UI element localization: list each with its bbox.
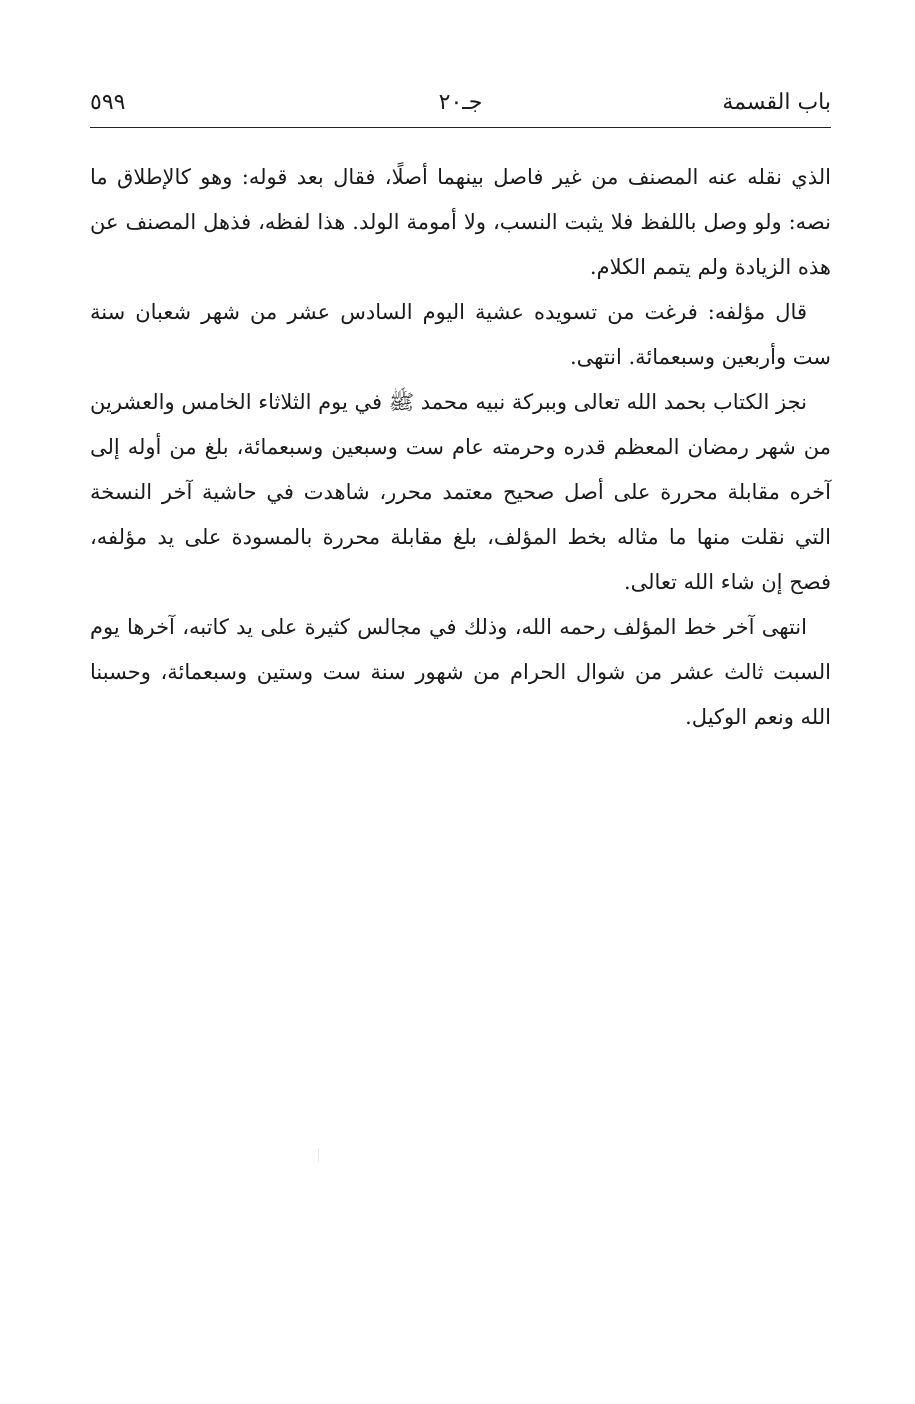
paragraph-continuation: الذي نقله عنه المصنف من غير فاصل بينهما أصلًا، فقال بعد قوله: وهو كالإطلاق ما نصه: ولو وصل باللفظ فلا يثبت النسب، ولا أمومة الولد. هذا لفظه، فذهل المصنف عن هذه الزيادة ولم يتمم الكلام. <box>90 165 831 279</box>
volume-label: جـ٢٠ <box>438 90 483 115</box>
body-text <box>90 155 831 740</box>
chapter-title: باب القسمة <box>722 90 831 115</box>
paragraph-author-note: قال مؤلفه: فرغت من تسويده عشية اليوم السادس عشر من شهر شعبان سنة ست وأربعين وسبعمائة. انتهى. <box>90 300 831 369</box>
page-number: ٥٩٩ <box>90 90 126 115</box>
paragraph-colophon: نجز الكتاب بحمد الله تعالى وببركة نبيه محمد ﷺ في يوم الثلاثاء الخامس والعشرين من شهر رمضان المعظم قدره وحرمته عام ست وسبعين وسبعمائة، بلغ من أوله إلى آخره مقابلة محررة على أصل صحيح معتمد محرر، شاهدت في حاشية آخر النسخة التي نقلت منها ما مثاله بخط المؤلف، بلغ مقابلة محررة بالمسودة على يد مؤلفه، فصح إن شاء الله تعالى. <box>90 390 831 594</box>
paragraph-closing: انتهى آخر خط المؤلف رحمه الله، وذلك في مجالس كثيرة على يد كاتبه، آخرها يوم السبت ثالث عشر من شوال الحرام من شهور سنة ست وستين وسبعمائة، وحسبنا الله ونعم الوكيل. <box>90 615 831 729</box>
header-rule <box>90 127 831 128</box>
running-header <box>90 88 831 122</box>
scan-mark <box>318 1148 319 1162</box>
